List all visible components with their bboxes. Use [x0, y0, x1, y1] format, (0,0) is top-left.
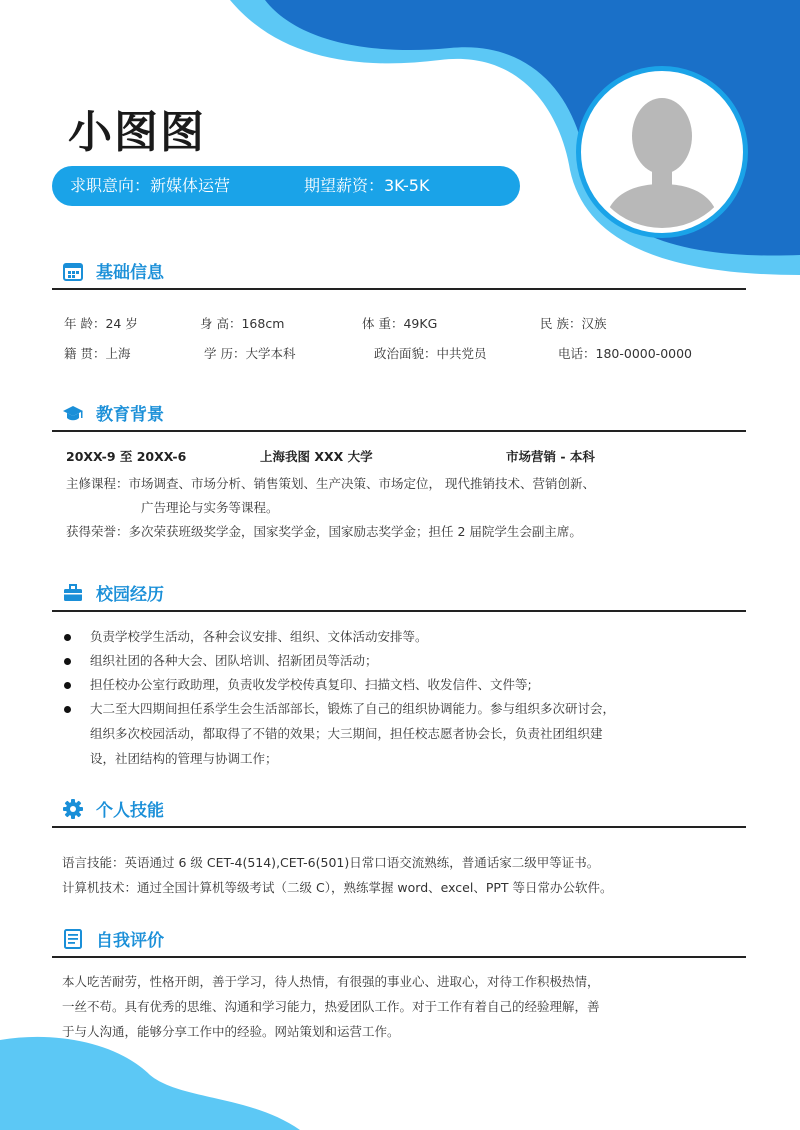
bullet-dot — [64, 658, 71, 665]
campus-item-2: 组织社团的各种大会、团队培训、招新团员等活动； — [90, 653, 378, 668]
bottom-wave-light — [0, 1037, 300, 1130]
section-title: 自我评价 — [96, 931, 164, 951]
info-politics: 政治面貌：中共党员 — [374, 346, 487, 361]
skill-language: 语言技能：英语通过 6 级 CET-4(514),CET-6(501)日常口语交流熟练，普通话家二级甲等证书。 — [62, 855, 600, 870]
campus-item-1: 负责学校学生活动，各种会议安排、组织、文体活动安排等。 — [90, 629, 428, 644]
info-height: 身 高：168cm — [200, 316, 285, 331]
self-eval-text: 本人吃苦耐劳，性格开朗，善于学习，待人热情，有很强的事业心、进取心，对待工作积极热情， — [62, 974, 600, 989]
gear-icon — [62, 798, 84, 820]
job-intent-bar — [52, 166, 520, 206]
expected-salary: 期望薪资：3K-5K — [304, 176, 430, 195]
campus-item-4-cont: 设，社团结构的管理与协调工作； — [90, 751, 278, 766]
section-title: 基础信息 — [96, 263, 164, 283]
edu-school: 上海我图 XXX 大学 — [260, 449, 373, 464]
calendar-icon — [62, 260, 84, 282]
edu-courses-cont: 广告理论与实务等课程。 — [141, 500, 279, 515]
campus-item-4: 大二至大四期间担任系学生会生活部部长，锻炼了自己的组织协调能力。参与组织多次研讨会， — [90, 701, 616, 716]
section-title: 教育背景 — [96, 405, 164, 425]
section-title: 校园经历 — [96, 585, 164, 605]
campus-item-3: 担任校办公室行政助理，负责收发学校传真复印、扫描文档、收发信件、文件等; — [90, 677, 532, 692]
self-eval-text: 于与人沟通，能够分享工作中的经验。网站策划和运营工作。 — [62, 1024, 400, 1039]
bullet-dot — [64, 682, 71, 689]
info-ethnicity: 民 族：汉族 — [540, 316, 607, 331]
graduation-cap-icon — [62, 402, 84, 424]
briefcase-icon — [62, 582, 84, 604]
section-self-eval — [52, 926, 746, 958]
info-weight: 体 重：49KG — [362, 316, 438, 331]
notebook-icon — [62, 928, 84, 950]
edu-courses: 主修课程：市场调查、市场分析、销售策划、生产决策、市场定位， 现代推销技术、营销创新、 — [66, 476, 595, 491]
bullet-dot — [64, 706, 71, 713]
bullet-dot — [64, 634, 71, 641]
candidate-name: 小图图 — [68, 107, 206, 158]
section-campus — [52, 580, 746, 612]
section-education — [52, 400, 746, 432]
campus-item-4-cont: 组织多次校园活动，都取得了不错的效果；大三期间，担任校志愿者协会长，负责社团组织建 — [90, 726, 603, 741]
section-title: 个人技能 — [96, 801, 164, 821]
info-age: 年 龄：24 岁 — [64, 316, 138, 331]
edu-honors: 获得荣誉：多次荣获班级奖学金，国家奖学金，国家励志奖学金；担任 2 届院学生会副主席。 — [66, 524, 582, 539]
section-skills — [52, 796, 746, 828]
skill-computer: 计算机技术：通过全国计算机等级考试（二级 C），熟练掌握 word、excel、PPT 等日常办公软件。 — [62, 880, 613, 895]
self-eval-text: 一丝不苟。具有优秀的思维、沟通和学习能力，热爱团队工作。对于工作有着自己的经验理解，善 — [62, 999, 600, 1014]
avatar-silhouette-icon — [586, 76, 738, 228]
edu-major: 市场营销 - 本科 — [506, 449, 595, 464]
info-hometown: 籍 贯：上海 — [64, 346, 131, 361]
edu-period: 20XX-9 至 20XX-6 — [66, 449, 187, 464]
section-basic-info — [52, 258, 746, 290]
avatar — [586, 76, 738, 228]
info-phone: 电话：180-0000-0000 — [558, 346, 693, 361]
profile-photo-frame — [576, 66, 748, 238]
info-degree: 学 历：大学本科 — [204, 346, 296, 361]
job-intent: 求职意向：新媒体运营 — [70, 176, 231, 195]
